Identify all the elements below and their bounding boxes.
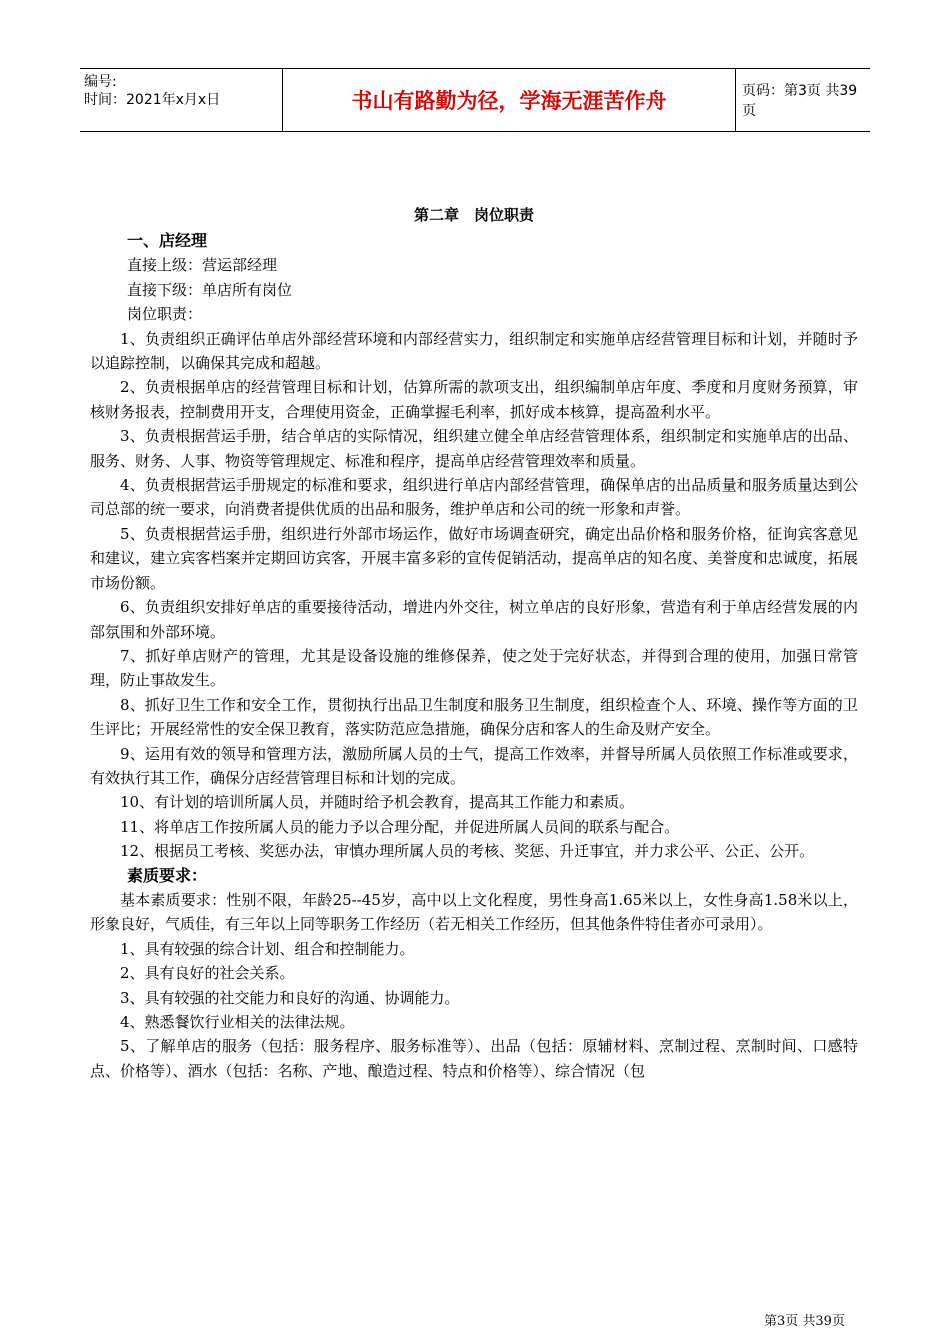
header-motto: 书山有路勤为径，学海无涯苦作舟 [282,69,736,131]
quality-item: 2、具有良好的社会关系。 [120,964,295,983]
quality-item: 5、了解单店的服务（包括：服务程序、服务标准等）、出品（包括：原辅材料、烹制过程、烹制时间、口感特点、价格等）、酒水（包括：名称、产地、酿造过程、特点和价格等）、综合情况（包 [90,1037,858,1080]
quality-basic: 基本素质要求：性别不限，年龄25--45岁，高中以上文化程度，男性身高1.65米以上，女性身高1.58米以上，形象良好，气质佳，有三年以上同等职务工作经历（若无相关工作经历，但其他条件特佳者亦可录用）。 [90,890,858,934]
header-meta [80,69,282,131]
duty-item: 9、运用有效的领导和管理方法，激励所属人员的士气，提高工作效率，并督导所属人员依照工作标准或要求，有效执行其工作，确保分店经营管理目标和计划的完成。 [90,744,858,787]
header-page-info: 页码：第3页 共39页 [742,83,858,119]
quality-item: 1、具有较强的综合计划、组合和控制能力。 [120,939,415,958]
duties-label: 岗位职责： [127,305,203,324]
duty-item: 1、负责组织正确评估单店外部经营环境和内部经营实力，组织制定和实施单店经营管理目标和计划，并随时予以追踪控制，以确保其完成和超越。 [90,329,858,373]
quality-item: 4、熟悉餐饮行业相关的法律法规。 [120,1013,355,1031]
duty-item: 11、将单店工作按所属人员的能力予以合理分配，并促进所属人员间的联系与配合。 [120,817,680,836]
page-header [80,68,870,132]
duty-item: 4、负责根据营运手册规定的标准和要求，组织进行单店内部经营管理，确保单店的出品质量和服务质量达到公司总部的统一要求，向消费者提供优质的出品和服务，维护单店和公司的统一形象和声誉。 [90,476,858,519]
page-footer: 第3页 共39页 [764,1314,845,1329]
duty-item: 7、抓好单店财产的管理，尤其是设备设施的维修保养，使之处于完好状态，并得到合理的使用，加强日常管理，防止事故发生。 [90,646,858,690]
duty-item: 3、负责根据营运手册，结合单店的实际情况，组织建立健全单店经营管理体系，组织制定和实施单店的出品、服务、财务、人事、物资等管理规定、标准和程序，提高单店经营管理效率和质量。 [90,427,858,470]
duty-item: 6、负责组织安排好单店的重要接待活动，增进内外交往，树立单店的良好形象，营造有利于单店经营发展的内部氛围和外部环境。 [90,598,858,641]
quality-item: 3、具有较强的社交能力和良好的沟通、协调能力。 [120,988,460,1007]
duty-item: 2、负责根据单店的经营管理目标和计划，估算所需的款项支出，组织编制单店年度、季度和月度财务预算，审核财务报表，控制费用开支，合理使用资金，正确掌握毛利率，抓好成本核算，提高盈利水平。 [90,378,858,421]
superior-line: 直接上级：营运部经理 [127,256,278,275]
subordinate-line: 直接下级：单店所有岗位 [127,280,293,299]
date-label: 时间：2021年x月x日 [84,92,221,108]
document-body [90,203,858,1083]
duty-item: 5、负责根据营运手册，组织进行外部市场运作，做好市场调查研究，确定出品价格和服务价格，征询宾客意见和建议，建立宾客档案并定期回访宾客，开展丰富多彩的宣传促销活动，提高单店的知名度、美誉度和忠诚度，拓展市场份额。 [90,524,858,592]
duty-item: 8、抓好卫生工作和安全工作，贯彻执行出品卫生制度和服务卫生制度，组织检查个人、环境、操作等方面的卫生评比；开展经常性的安全保卫教育，落实防范应急措施，确保分店和客人的生命及财产安全。 [90,695,858,739]
quality-heading: 素质要求： [127,865,208,885]
duty-item: 12、根据员工考核、奖惩办法，审慎办理所属人员的考核、奖惩、升迁事宜，并力求公平、公正、公开。 [120,842,815,861]
number-label: 编号: [84,74,117,90]
chapter-title: 第二章 岗位职责 [413,206,534,224]
section-heading: 一、店经理 [127,231,208,250]
duty-item: 10、有计划的培训所属人员，并随时给予机会教育，提高其工作能力和素质。 [120,793,635,812]
